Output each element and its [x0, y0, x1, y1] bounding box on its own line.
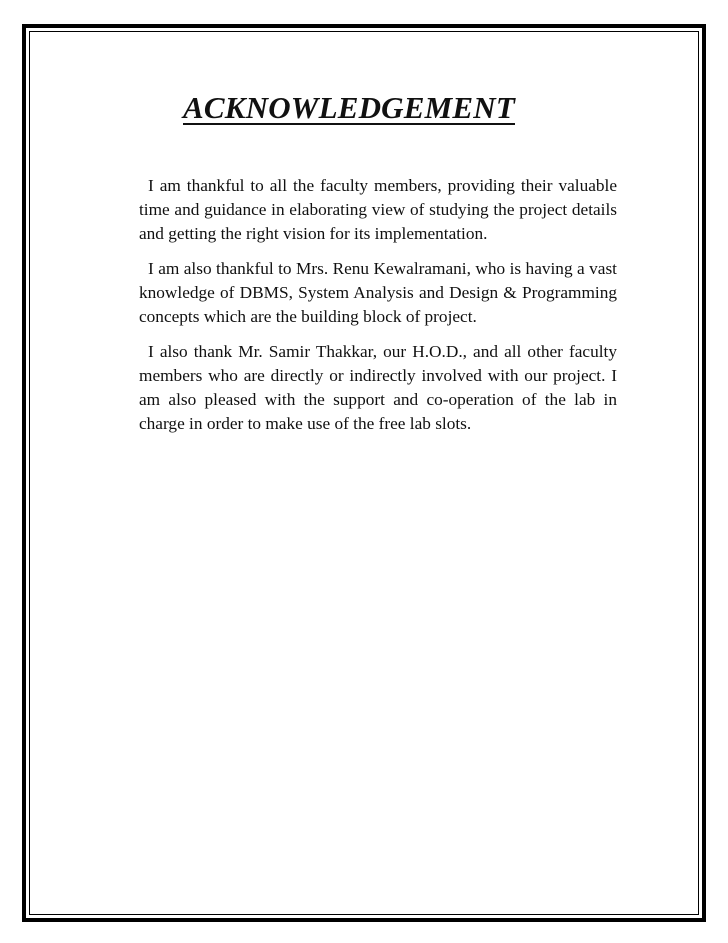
document-body: [139, 174, 617, 447]
paragraph-faculty-thanks: I am thankful to all the faculty members, providing their valuable time and guidance in elaborating view of studying the project details and getting the right vision for its implementation.: [139, 176, 617, 243]
paragraph-hod-thanks: I also thank Mr. Samir Thakkar, our H.O.D., and all other faculty members who are directly or indirectly involved with our project. I am also pleased with the support and co-operation of the lab in charge in order to make use of the free lab slots.: [139, 342, 617, 433]
paragraph-mentor-thanks: I am also thankful to Mrs. Renu Kewalramani, who is having a vast knowledge of DBMS, System Analysis and Design & Programming concepts which are the building block of project.: [139, 259, 617, 326]
page-title: ACKNOWLEDGEMENT: [183, 90, 515, 125]
page-border-inner: [29, 31, 699, 915]
